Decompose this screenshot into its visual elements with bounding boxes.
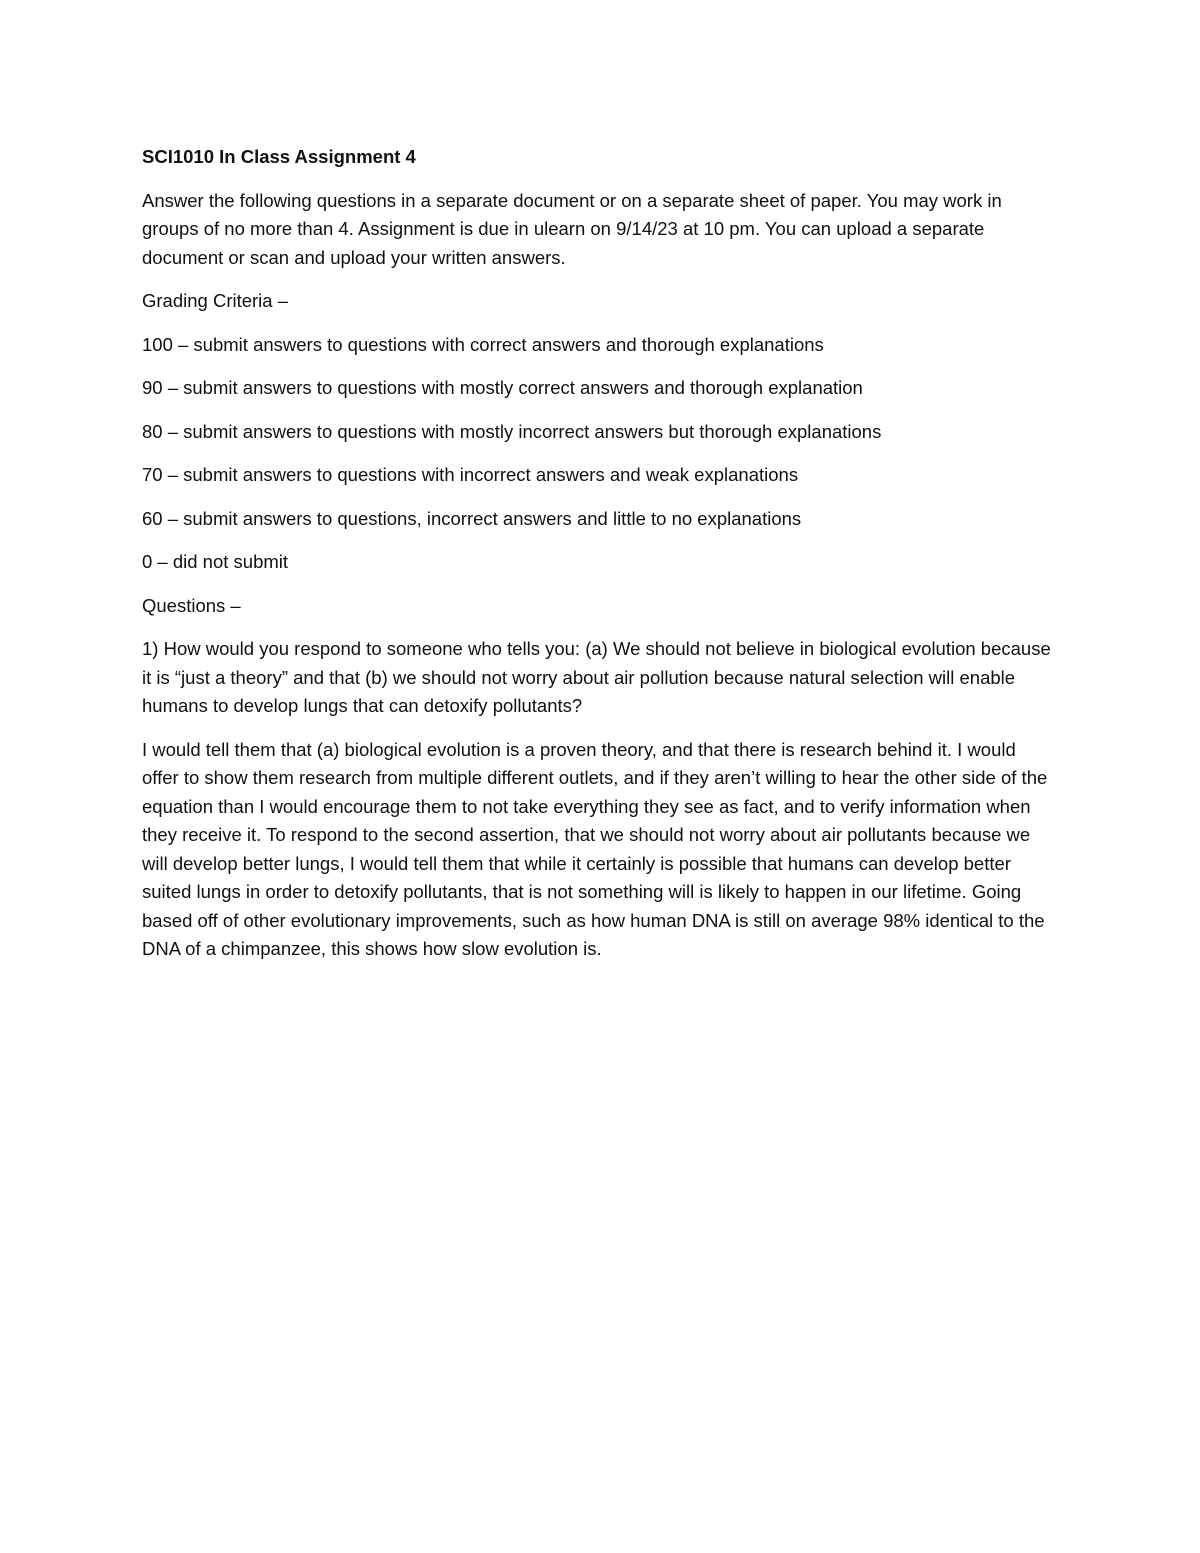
questions-heading: Questions – <box>142 594 241 616</box>
instructions-paragraph: Answer the following questions in a separate document or on a separate sheet of paper. You may work in groups of no more than 4. Assignment is due in ulearn on 9/14/23 at 10 pm. You can upload a separate document or scan and upload your written answers. <box>142 189 1002 268</box>
criteria-item: 60 – submit answers to questions, incorrect answers and little to no explanations <box>142 507 802 529</box>
question-1: 1) How would you respond to someone who tells you: (a) We should not believe in biological evolution because it is “just a theory” and that (b) we should not worry about air pollution because natural selection will enable humans to develop lungs that can detoxify pollutants? <box>142 638 1051 716</box>
criteria-item: 100 – submit answers to questions with correct answers and thorough explanations <box>142 333 824 355</box>
grading-criteria-heading: Grading Criteria – <box>142 290 289 311</box>
document-title: SCI1010 In Class Assignment 4 <box>142 146 416 167</box>
criteria-item: 80 – submit answers to questions with mostly incorrect answers but thorough explanations <box>142 420 882 442</box>
document-content <box>142 143 1052 979</box>
criteria-item: 90 – submit answers to questions with mostly correct answers and thorough explanation <box>142 377 863 398</box>
criteria-item: 70 – submit answers to questions with incorrect answers and weak explanations <box>142 464 799 485</box>
criteria-item: 0 – did not submit <box>142 551 289 572</box>
answer-1: I would tell them that (a) biological evolution is a proven theory, and that there is research behind it. I would offer to show them research from multiple different outlets, and if they aren’t willing to hear the other side of the equation than I would encourage them to not take everything they see as fact, and to verify information when they receive it. To respond to the second assertion, that we should not worry about air pollutants because we will develop better lungs, I would tell them that while it certainly is possible that humans can develop better suited lungs in order to detoxify pollutants, that is not something will is likely to happen in our lifetime. Going based off of other evolutionary improvements, such as how human DNA is still on average 98% identical to the DNA of a chimpanzee, this shows how slow evolution is. <box>142 738 1048 959</box>
grading-criteria-list <box>142 331 1052 577</box>
